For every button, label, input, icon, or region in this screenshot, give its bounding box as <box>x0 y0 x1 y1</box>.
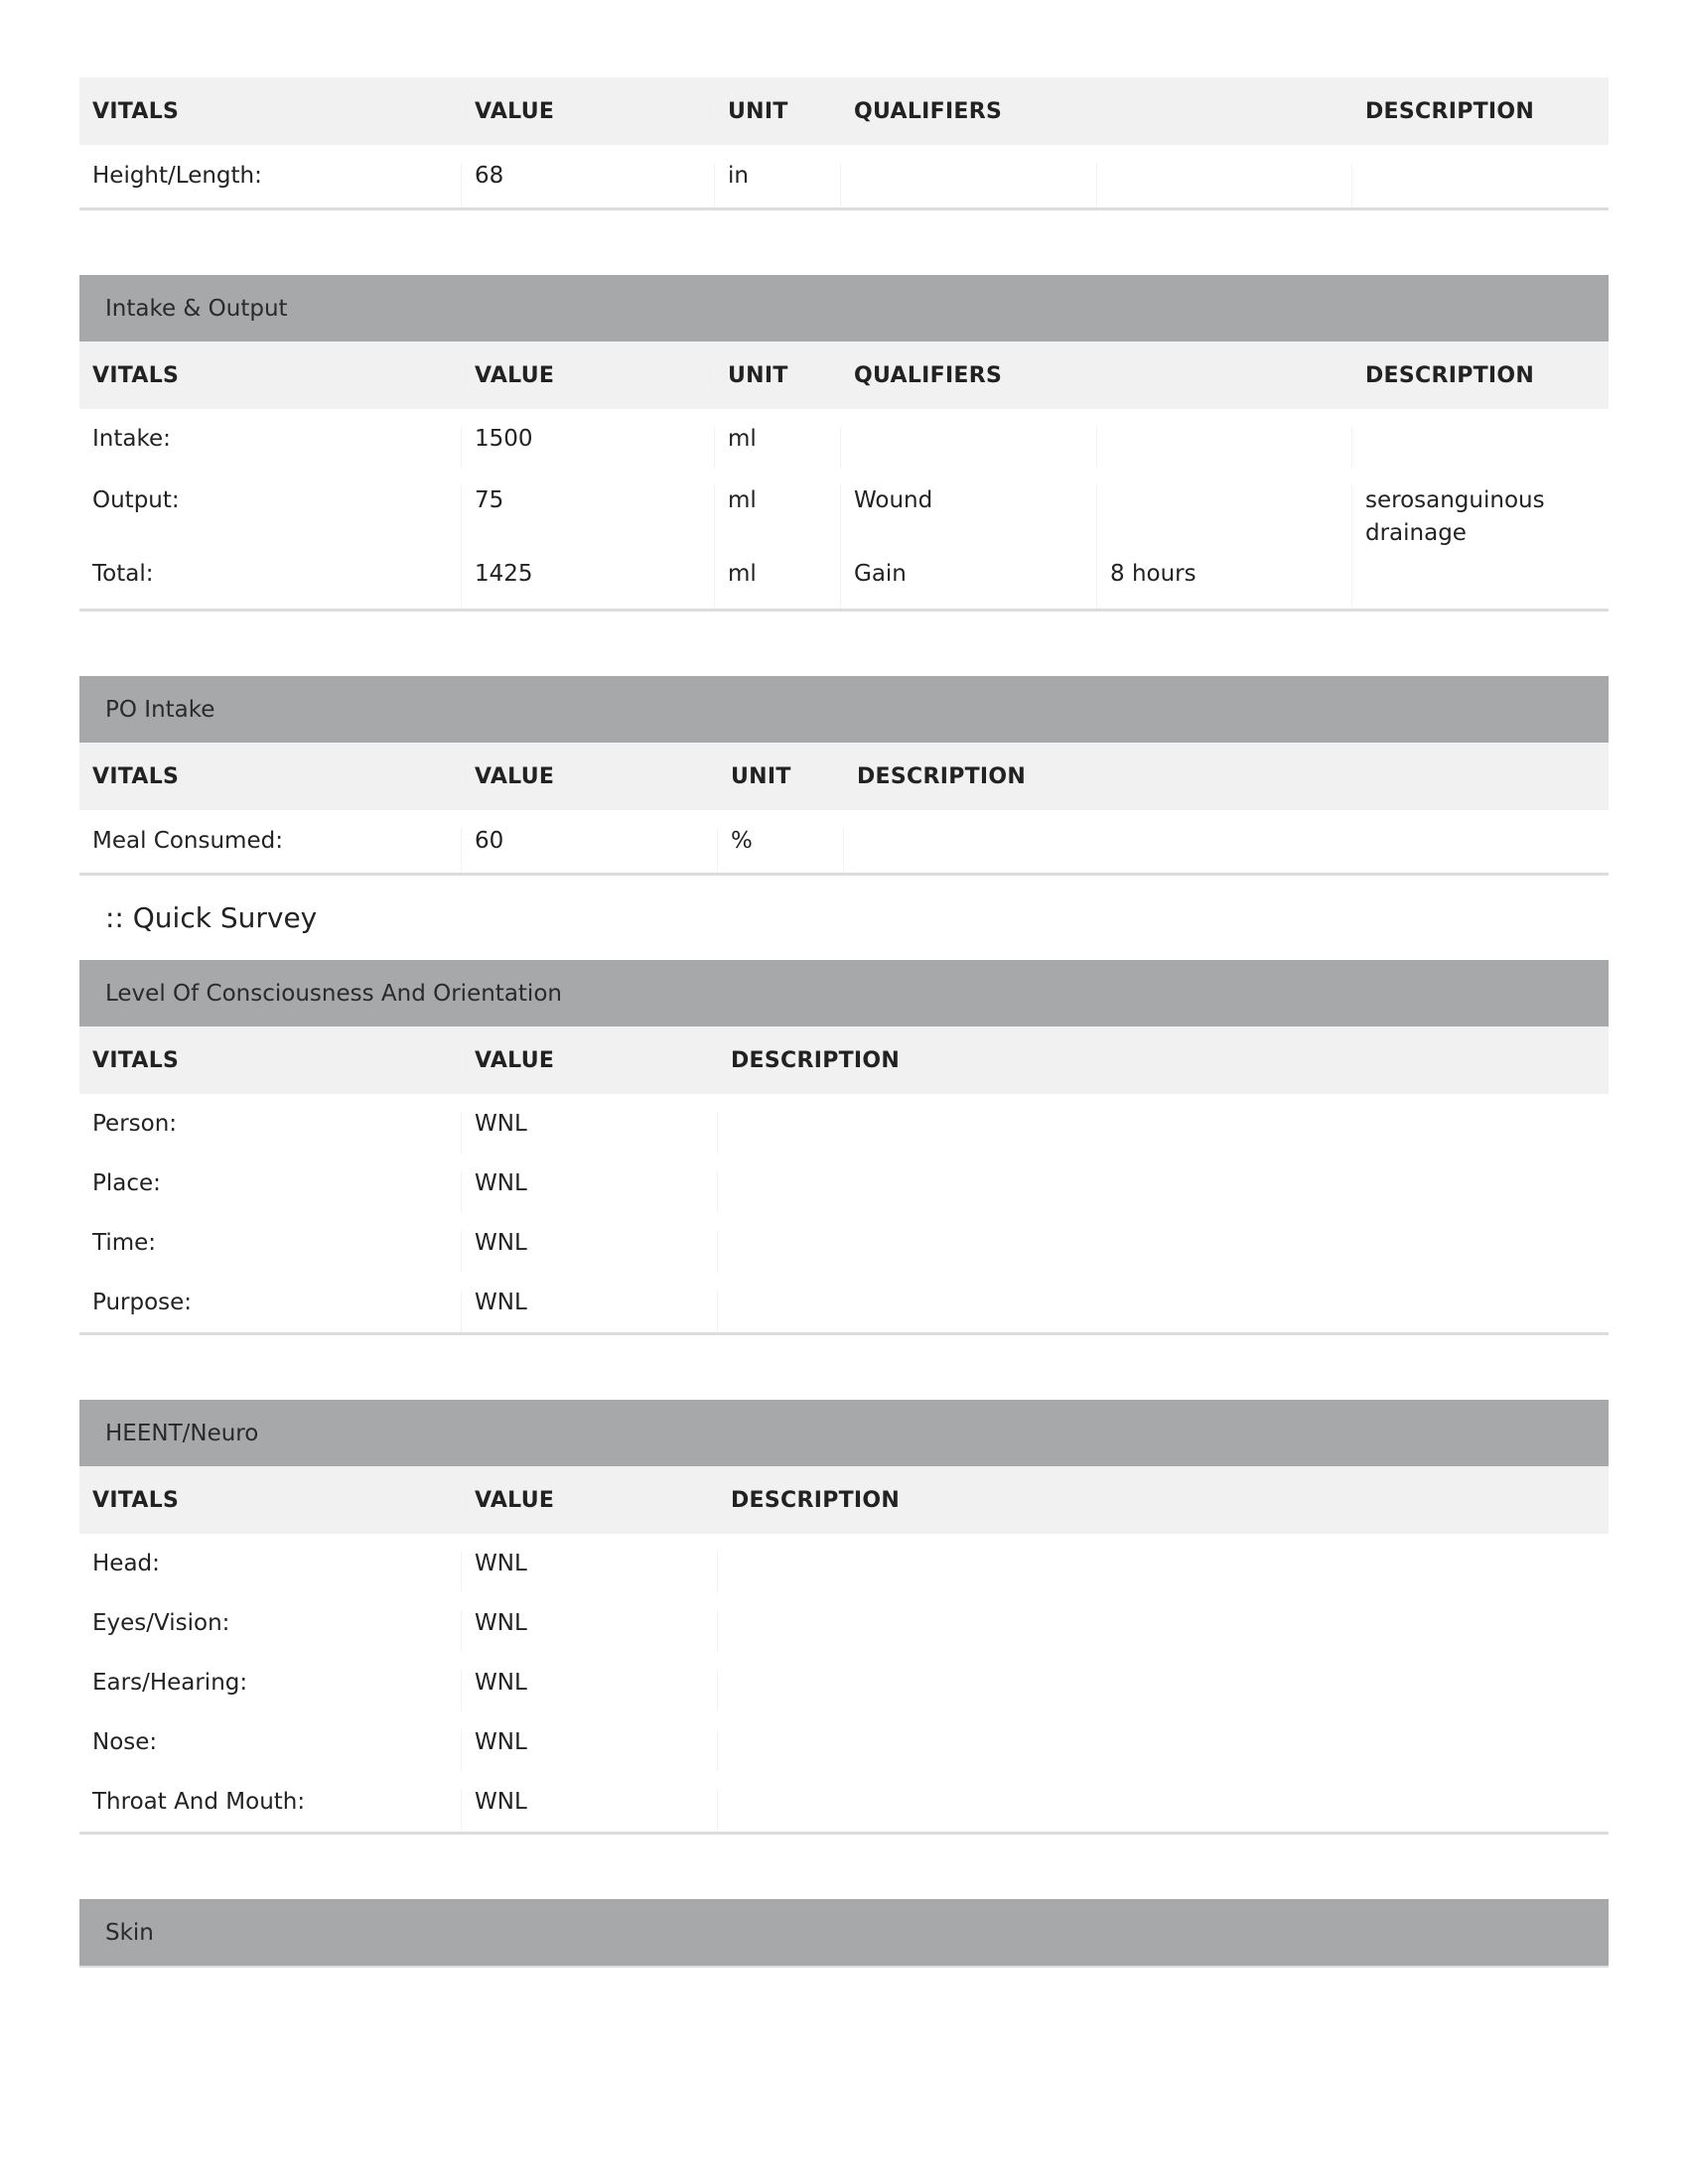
header-qualifiers: QUALIFIERS <box>840 363 1096 388</box>
table-row <box>79 145 1609 207</box>
vital-description <box>717 1230 1609 1273</box>
vital-label: Ears/Hearing: <box>92 1670 248 1696</box>
vital-value: 75 <box>461 484 714 561</box>
vital-description <box>717 1789 1609 1832</box>
table-row <box>79 1213 1609 1273</box>
vital-qualifier-2 <box>1096 484 1351 561</box>
vital-label: Person: <box>92 1111 178 1137</box>
document-page <box>79 77 1609 1968</box>
vital-qualifier <box>840 163 1096 207</box>
vital-value: 1500 <box>461 426 714 469</box>
vital-label: Eyes/Vision: <box>92 1610 230 1636</box>
height-table <box>79 77 1609 210</box>
vital-qualifier-2 <box>1096 163 1351 207</box>
vital-description <box>717 1170 1609 1213</box>
vital-description <box>717 1729 1609 1772</box>
header-vitals: VITALS <box>92 763 180 789</box>
vital-label: Head: <box>92 1551 160 1576</box>
vital-value: WNL <box>461 1551 717 1593</box>
table-row <box>79 1273 1609 1332</box>
table-row <box>79 1094 1609 1154</box>
table-row <box>79 1712 1609 1772</box>
section-title: Skin <box>79 1899 1609 1966</box>
section-title: Intake & Output <box>79 275 1609 341</box>
table-row <box>79 1534 1609 1593</box>
vital-unit: ml <box>714 426 840 469</box>
vital-label: Time: <box>92 1230 157 1256</box>
vital-label: Intake: <box>92 426 171 452</box>
vital-value: WNL <box>461 1170 717 1213</box>
vital-label: Throat And Mouth: <box>92 1789 306 1815</box>
vital-value: 68 <box>461 163 714 207</box>
table-header <box>79 1466 1609 1534</box>
table-row <box>79 469 1609 561</box>
header-value: VALUE <box>461 99 714 124</box>
section-title: PO Intake <box>79 676 1609 743</box>
header-vitals: VITALS <box>92 1047 180 1073</box>
vital-value: WNL <box>461 1789 717 1832</box>
intake-output-section <box>79 275 1609 612</box>
vital-value: 60 <box>461 828 717 873</box>
table-row <box>79 810 1609 873</box>
vital-qualifier: Gain <box>840 561 1096 609</box>
skin-section <box>79 1899 1609 1968</box>
header-vitals: VITALS <box>92 1487 180 1513</box>
header-description: DESCRIPTION <box>717 1048 1609 1073</box>
vital-value: WNL <box>461 1230 717 1273</box>
vital-description <box>717 1290 1609 1332</box>
header-description: DESCRIPTION <box>1351 99 1609 124</box>
vital-description <box>1351 561 1609 609</box>
table-row <box>79 409 1609 469</box>
heent-neuro-section <box>79 1400 1609 1835</box>
vital-unit: ml <box>714 561 840 609</box>
vital-value: 1425 <box>461 561 714 609</box>
table-header <box>79 77 1609 145</box>
header-value: VALUE <box>461 1048 717 1073</box>
section-title: Level Of Consciousness And Orientation <box>79 960 1609 1026</box>
header-unit: UNIT <box>714 363 840 388</box>
vital-value: WNL <box>461 1290 717 1332</box>
header-unit: UNIT <box>717 764 843 789</box>
vital-description <box>717 1670 1609 1712</box>
vital-description <box>717 1111 1609 1154</box>
vital-label: Output: <box>92 487 180 513</box>
vital-qualifier-2: 8 hours <box>1096 561 1351 609</box>
vital-value: WNL <box>461 1111 717 1154</box>
vital-description <box>717 1551 1609 1593</box>
quick-survey-heading: :: Quick Survey <box>105 901 318 934</box>
header-qualifiers: QUALIFIERS <box>840 99 1096 124</box>
vital-description: serosanguinous drainage <box>1351 484 1609 561</box>
vital-label: Total: <box>92 561 154 587</box>
vital-value: WNL <box>461 1610 717 1653</box>
header-value: VALUE <box>461 1488 717 1513</box>
header-vitals: VITALS <box>92 362 180 388</box>
table-header <box>79 1026 1609 1094</box>
header-value: VALUE <box>461 363 714 388</box>
header-unit: UNIT <box>714 99 840 124</box>
vital-label: Height/Length: <box>92 163 262 189</box>
header-description: DESCRIPTION <box>717 1488 1609 1513</box>
header-vitals: VITALS <box>92 98 180 124</box>
vital-value: WNL <box>461 1670 717 1712</box>
table-row <box>79 1772 1609 1832</box>
table-row <box>79 1653 1609 1712</box>
header-description: DESCRIPTION <box>843 764 1609 789</box>
section-title: HEENT/Neuro <box>79 1400 1609 1466</box>
vital-description <box>1351 163 1609 207</box>
vital-qualifier-2 <box>1096 426 1351 469</box>
section-bottom-rule <box>79 1966 1609 1968</box>
vital-label: Nose: <box>92 1729 158 1755</box>
vital-description <box>717 1610 1609 1653</box>
vital-label: Place: <box>92 1170 161 1196</box>
vital-description <box>843 828 1609 873</box>
po-intake-section <box>79 676 1609 876</box>
consciousness-section <box>79 960 1609 1335</box>
table-row <box>79 561 1609 609</box>
table-row <box>79 1154 1609 1213</box>
vital-unit: in <box>714 163 840 207</box>
vital-unit: ml <box>714 484 840 561</box>
table-header <box>79 743 1609 810</box>
table-header <box>79 341 1609 409</box>
vital-label: Purpose: <box>92 1290 193 1315</box>
vital-value: WNL <box>461 1729 717 1772</box>
vital-description <box>1351 426 1609 469</box>
vital-label: Meal Consumed: <box>92 828 283 854</box>
vital-qualifier <box>840 426 1096 469</box>
header-value: VALUE <box>461 764 717 789</box>
vital-qualifier: Wound <box>840 484 1096 561</box>
header-description: DESCRIPTION <box>1351 363 1609 388</box>
table-row <box>79 1593 1609 1653</box>
vital-unit: % <box>717 828 843 873</box>
